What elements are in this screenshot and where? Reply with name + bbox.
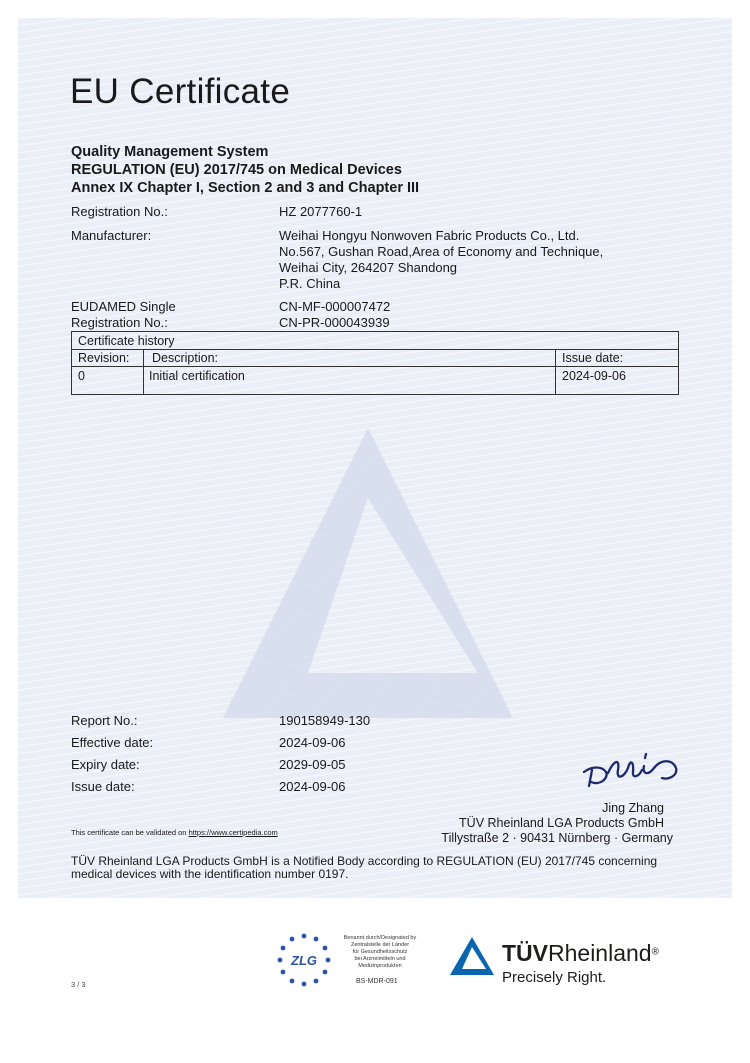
certificate-history-table	[71, 331, 679, 395]
eudamed-label-1: EUDAMED Single	[71, 299, 176, 314]
header-revision: Revision:	[78, 351, 130, 365]
manufacturer-line-3: Weihai City, 264207 Shandong	[279, 260, 458, 275]
report-value: 190158949-130	[279, 713, 371, 728]
registered-mark: ®	[651, 946, 659, 958]
subtitle-qms: Quality Management System	[71, 144, 269, 160]
notified-body-statement: TÜV Rheinland LGA Products GmbH is a Notified Body according to REGULATION (EU) 2017/745 concerning medical devices with the identification number 0197.	[71, 854, 658, 881]
zlg-logo-text: ZLG	[291, 953, 317, 968]
certipedia-link[interactable]: https://www.certipedia.com	[188, 828, 278, 837]
signatory-company: TÜV Rheinland LGA Products GmbH	[459, 816, 664, 830]
page-number: 3 / 3	[71, 980, 86, 989]
issue-date-label: Issue date:	[71, 779, 135, 794]
eudamed-value-1: CN-MF-000007472	[279, 299, 391, 314]
zlg-code: BS-MDR-091	[356, 978, 398, 985]
issue-date-value: 2024-09-06	[279, 779, 346, 794]
row-issue-date: 2024-09-06	[562, 369, 626, 383]
tuv-word: TÜV	[502, 940, 548, 966]
header-issue-date: Issue date:	[562, 351, 624, 365]
validation-note	[71, 828, 278, 837]
table-divider	[72, 366, 678, 367]
header-description: Description:	[152, 351, 218, 365]
registration-value: HZ 2077760-1	[279, 204, 363, 219]
zlg-line: Zentralstelle der Länder	[350, 942, 410, 948]
manufacturer-label: Manufacturer:	[71, 228, 152, 243]
signature-icon	[578, 748, 680, 790]
tuv-triangle-logo-icon	[448, 935, 496, 977]
table-divider	[143, 349, 144, 394]
eudamed-value-2: CN-PR-000043939	[279, 315, 390, 330]
zlg-line: für Gesundheitsschutz	[352, 949, 408, 955]
effective-date-value: 2024-09-06	[279, 735, 346, 750]
rheinland-word: Rheinland	[548, 940, 652, 966]
subtitle-annex: Annex IX Chapter I, Section 2 and 3 and Chapter III	[71, 180, 420, 196]
validation-note-text: This certificate can be validated on	[71, 828, 189, 837]
brand-slogan: Precisely Right.	[502, 969, 607, 986]
manufacturer-line-1: Weihai Hongyu Nonwoven Fabric Products Co., Ltd.	[279, 228, 580, 243]
effective-date-label: Effective date:	[71, 735, 154, 750]
table-divider	[555, 349, 556, 394]
table-divider	[72, 349, 678, 350]
expiry-date-label: Expiry date:	[71, 757, 140, 772]
manufacturer-line-4: P.R. China	[279, 276, 341, 291]
eudamed-label-2: Registration No.:	[71, 315, 168, 330]
zlg-line: Benannt durch/Designated by	[343, 935, 417, 941]
zlg-line: Medizinprodukten	[358, 963, 402, 969]
tuv-triangle-watermark	[218, 418, 518, 728]
expiry-date-value: 2029-09-05	[279, 757, 346, 772]
report-label: Report No.:	[71, 713, 138, 728]
zlg-logo-icon	[268, 930, 340, 990]
registration-label: Registration No.:	[71, 204, 168, 219]
row-revision: 0	[78, 369, 85, 383]
zlg-line: bei Arzneimitteln und	[354, 956, 406, 962]
manufacturer-line-2: No.567, Gushan Road,Area of Economy and Technique,	[279, 244, 604, 259]
signatory-name: Jing Zhang	[602, 801, 664, 815]
subtitle-regulation: REGULATION (EU) 2017/745 on Medical Devices	[71, 162, 402, 178]
signatory-address: Tillystraße 2 · 90431 Nürnberg · Germany	[441, 831, 673, 845]
row-description: Initial certification	[149, 369, 245, 383]
page-title: EU Certificate	[70, 72, 291, 111]
zlg-designation	[338, 935, 422, 970]
tuv-wordmark	[502, 940, 659, 967]
history-caption: Certificate history	[78, 334, 175, 348]
